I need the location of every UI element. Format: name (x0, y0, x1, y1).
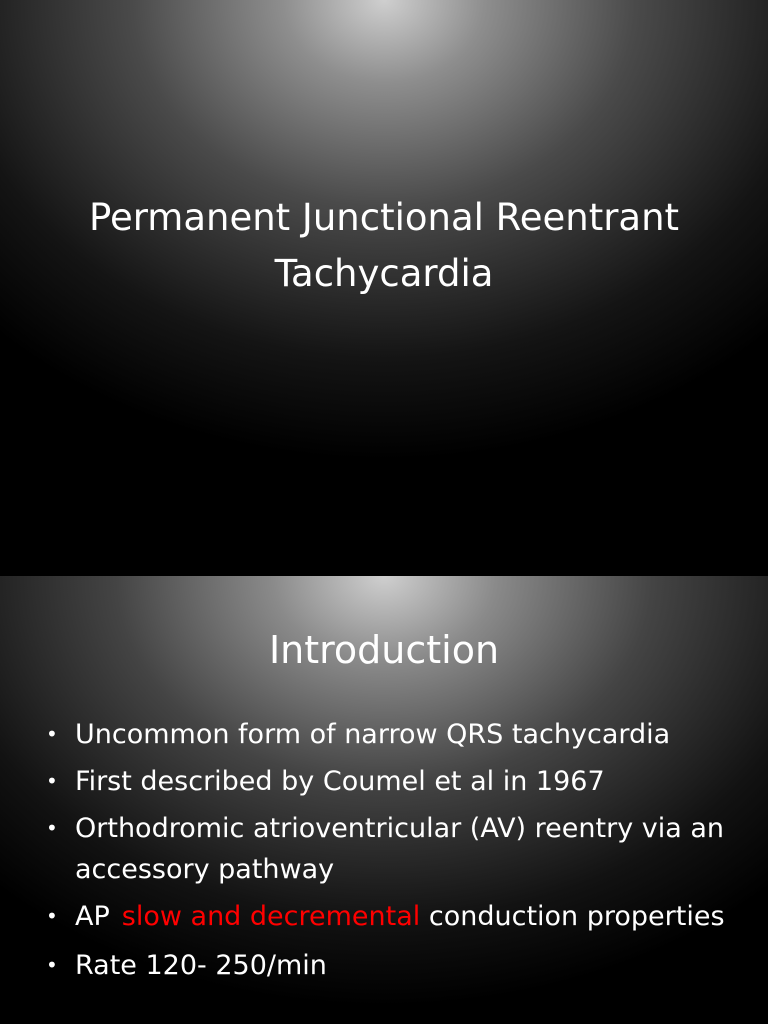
bullet-text: First described by Coumel et al in 1967 (75, 766, 605, 797)
bullet-icon: • (46, 769, 58, 793)
slide-title: Permanent Junctional Reentrant Tachycardia (88, 196, 680, 295)
bullet-icon: • (46, 722, 58, 746)
bullet-item (40, 945, 728, 986)
bullet-item (40, 896, 728, 939)
bullet-suffix: conduction properties (428, 901, 725, 932)
bullet-text: Rate 120- 250/min (75, 950, 327, 981)
bullet-icon: • (46, 816, 58, 840)
bullet-item (40, 714, 728, 755)
bullet-prefix: AP (75, 901, 110, 932)
bullet-text: Uncommon form of narrow QRS tachycardia (75, 719, 671, 750)
bullet-item (40, 808, 728, 890)
highlighted-text: slow and decremental (121, 901, 421, 932)
bullet-text: Orthodromic atrioventricular (AV) reentry via an accessory pathway (75, 813, 725, 885)
bullet-icon: • (46, 904, 58, 928)
introduction-heading: Introduction (268, 628, 500, 672)
bullet-item (40, 761, 728, 802)
introduction-slide (0, 576, 768, 1024)
bullet-icon: • (46, 953, 58, 977)
bullet-list (40, 714, 728, 992)
